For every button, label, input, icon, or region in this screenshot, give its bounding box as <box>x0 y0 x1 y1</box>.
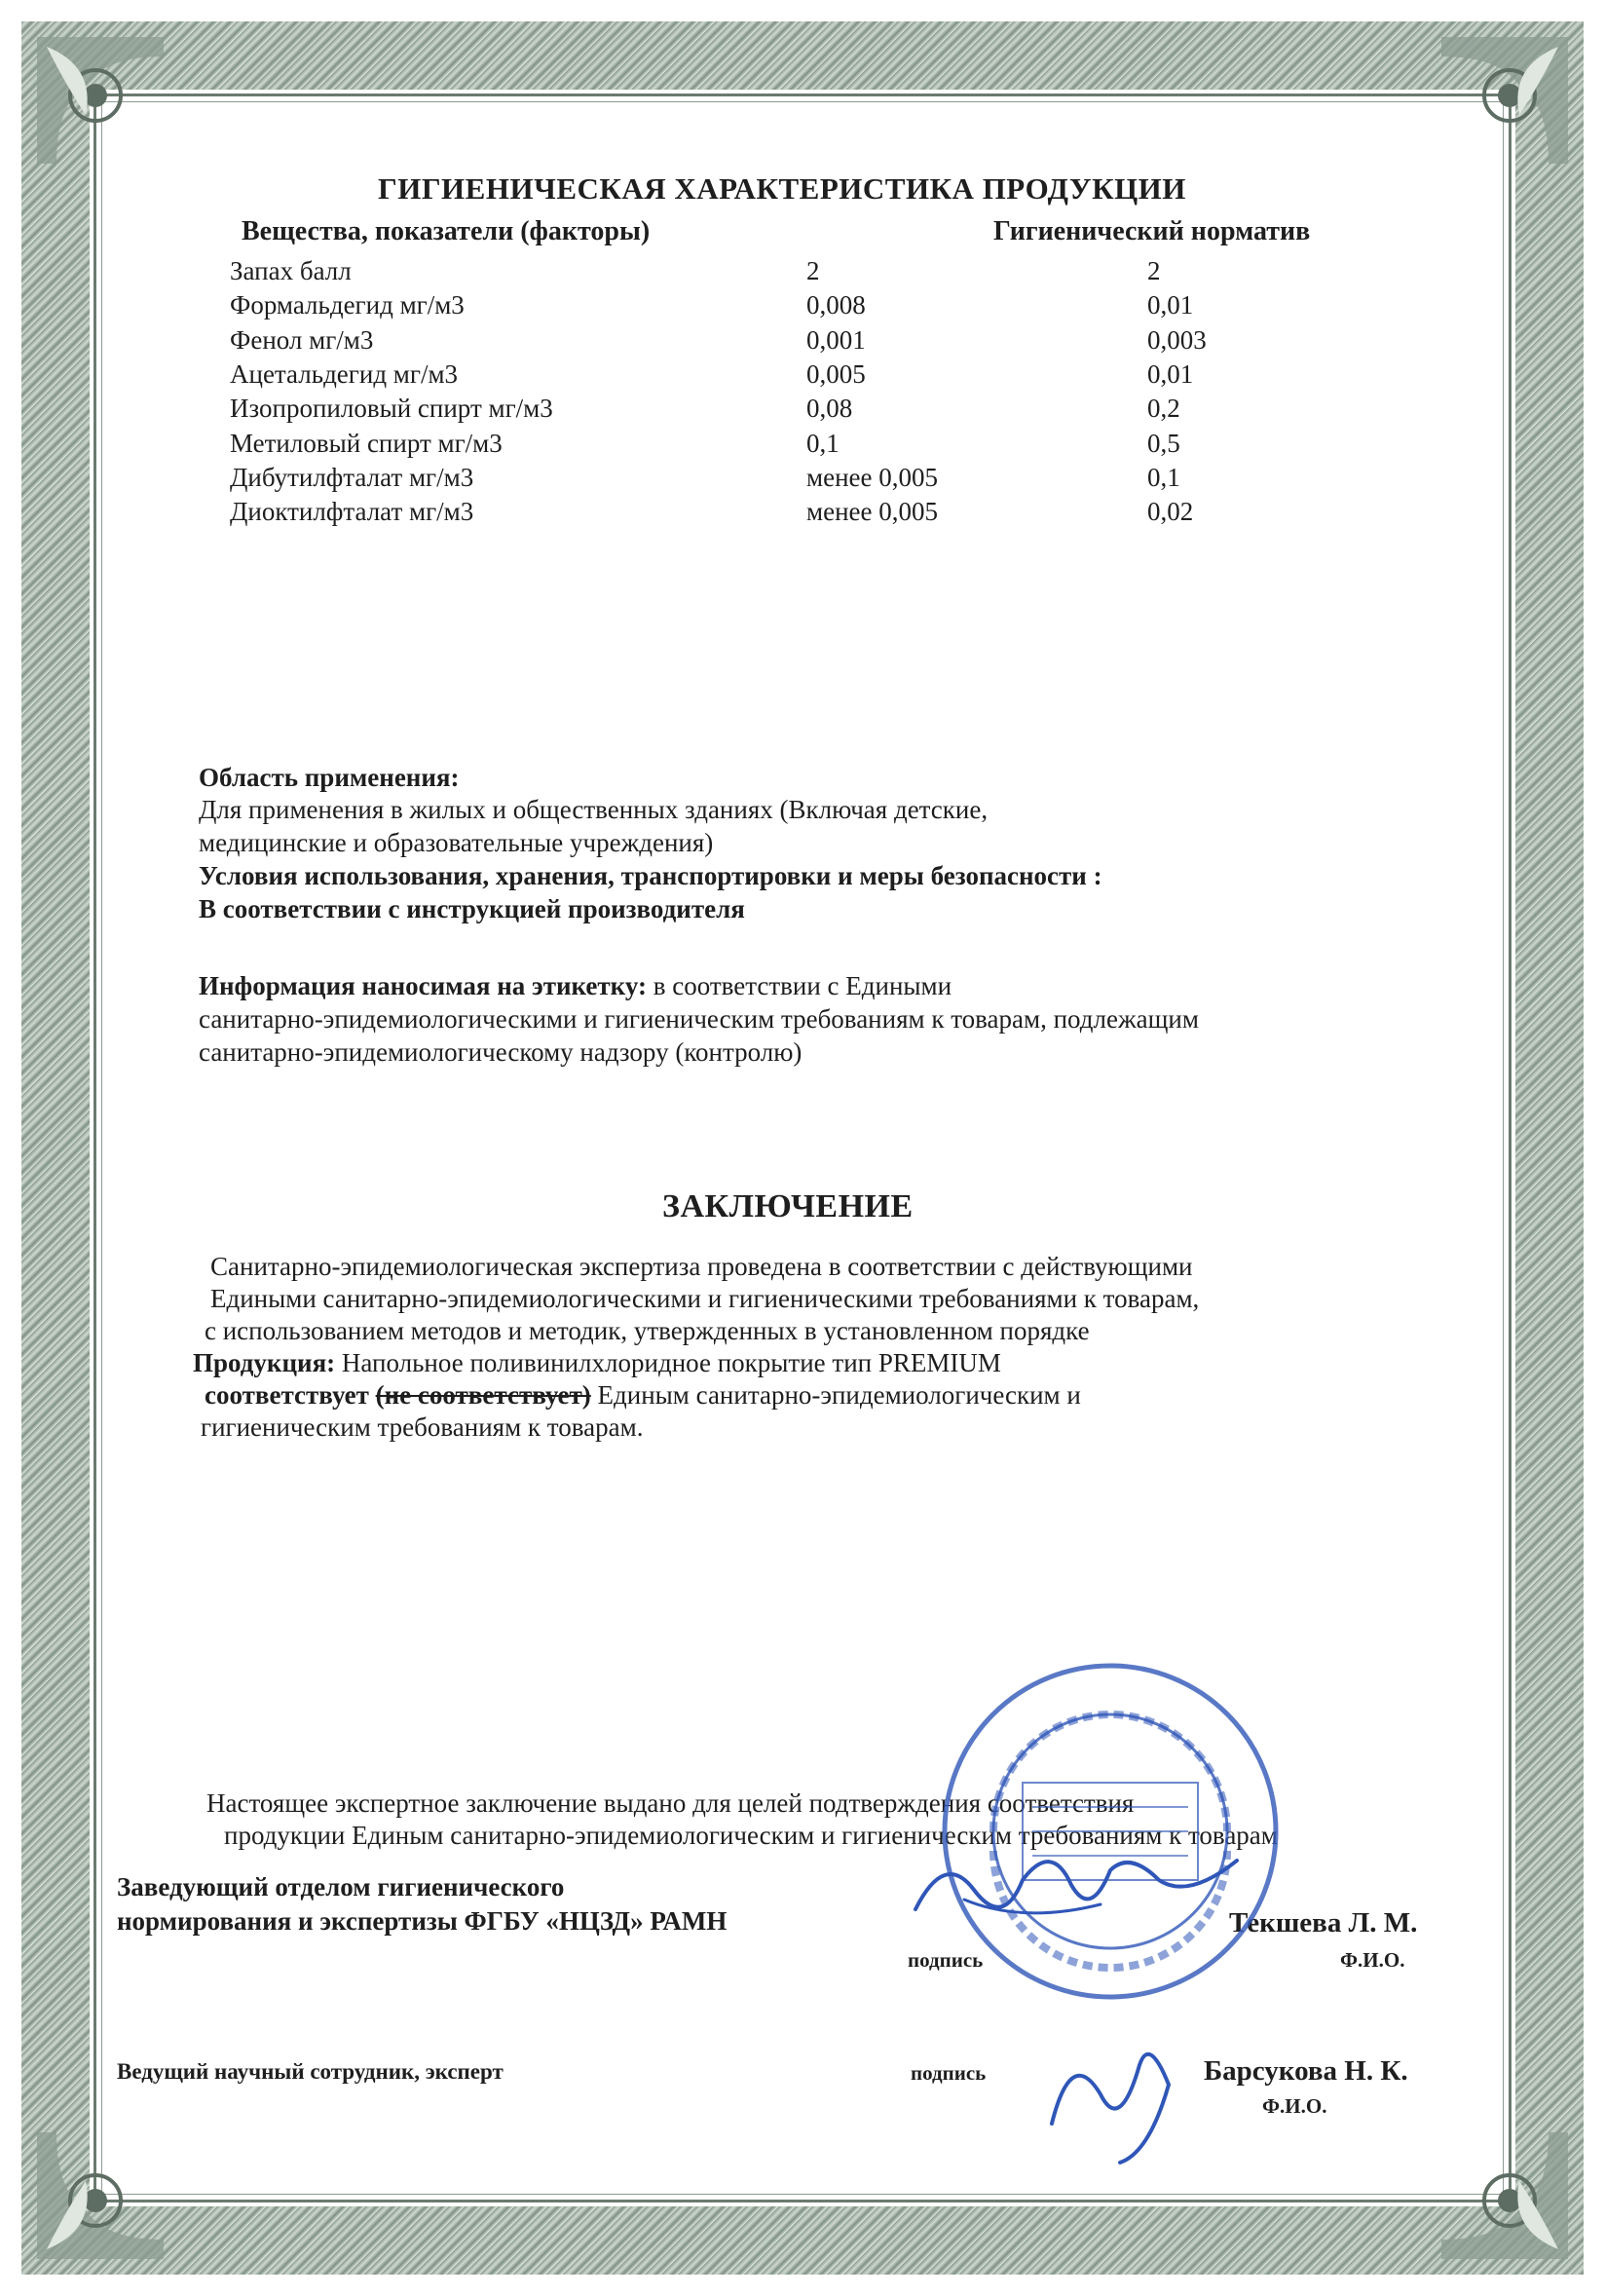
substance-name: Дибутилфталат мг/м3 <box>230 462 474 492</box>
norm-value: 0,01 <box>1147 358 1194 389</box>
measured-value: 0,08 <box>806 394 853 424</box>
substance-name: Формальдегид мг/м3 <box>230 290 465 320</box>
norm-value: 2 <box>1147 256 1161 285</box>
corner-ornament-icon <box>27 27 173 173</box>
substance-name: Фенол мг/м3 <box>230 324 374 355</box>
table-row <box>230 497 1301 530</box>
scope-text-line: Для применения в жилых и общественных зданиях (Включая детские, <box>199 795 989 824</box>
label-info-text: в соответствии с Едиными <box>646 971 952 1000</box>
label-info-line: санитарно-эпидемиологическими и гигиеническим требованиям к товарам, подлежащим <box>199 1004 1199 1034</box>
measured-value: 0,008 <box>806 290 866 320</box>
measured-value: менее 0,005 <box>806 497 938 527</box>
expert-name: Барсукова Н. К. <box>1204 2055 1408 2087</box>
measured-value: менее 0,005 <box>806 462 938 492</box>
conclusion-line: с использованием методов и методик, утвержденных в установленном порядке <box>205 1316 1090 1345</box>
corner-ornament-icon <box>27 2123 173 2269</box>
measured-value: 0,001 <box>806 324 866 355</box>
conditions-text: В соответствии с инструкцией производителя <box>199 894 745 923</box>
product-label: Продукция: <box>193 1348 336 1377</box>
purpose-line: Настоящее экспертное заключение выдано для целей подтверждения соответствия <box>206 1788 1135 1818</box>
purpose-line: продукции Единым санитарно-эпидемиологическим и гигиеническим требованиям к товарам <box>224 1821 1278 1850</box>
norm-value: 0,02 <box>1147 497 1194 527</box>
table-row <box>230 359 1301 393</box>
norm-value: 0,003 <box>1147 324 1207 355</box>
norm-value: 0,01 <box>1147 290 1194 320</box>
corner-ornament-icon <box>1432 27 1578 173</box>
conditions-heading: Условия использования, хранения, транспортировки и меры безопасности : <box>199 861 1102 890</box>
head-name: Текшева Л. М. <box>1229 1907 1418 1938</box>
fio-label: Ф.И.О. <box>1262 2094 1327 2118</box>
measured-value: 2 <box>806 256 820 285</box>
conclusion-heading: ЗАКЛЮЧЕНИЕ <box>662 1188 914 1224</box>
label-info-line: санитарно-эпидемиологическому надзору (контролю) <box>199 1037 802 1067</box>
head-title-line: Заведующий отделом гигиенического <box>117 1872 565 1901</box>
substance-name: Диоктилфталат мг/м3 <box>230 497 474 527</box>
product-name: Напольное поливинилхлоридное покрытие тип PREMIUM <box>335 1348 1001 1377</box>
table-row <box>230 325 1301 358</box>
scope-text-line: медицинские и образовательные учреждения) <box>199 828 714 857</box>
product-line <box>193 1348 1001 1378</box>
column-header-substances: Вещества, показатели (факторы) <box>242 216 651 246</box>
complies-word: соответствует <box>205 1380 369 1410</box>
substance-name: Метиловый спирт мг/м3 <box>230 428 503 458</box>
measured-value: 0,1 <box>806 428 840 458</box>
substance-name: Запах балл <box>230 256 352 285</box>
table-row <box>230 394 1301 427</box>
compliance-line <box>205 1380 1081 1411</box>
expert-title: Ведущий научный сотрудник, эксперт <box>117 2059 504 2084</box>
fio-label: Ф.И.О. <box>1340 1948 1405 1972</box>
table-row <box>230 463 1301 496</box>
corner-ornament-icon <box>1432 2123 1578 2269</box>
label-info-heading: Информация наносимая на этикетку: <box>199 971 647 1000</box>
conclusion-line: Едиными санитарно-эпидемиологическими и гигиеническими требованиями к товарам, <box>210 1284 1200 1313</box>
conclusion-last-line: гигиеническим требованиям к товарам. <box>201 1412 644 1442</box>
table-row <box>230 290 1301 323</box>
norm-value: 0,2 <box>1147 394 1180 424</box>
label-info-line <box>199 971 952 1001</box>
substance-name: Изопропиловый спирт мг/м3 <box>230 394 553 424</box>
substance-name: Ацетальдегид мг/м3 <box>230 358 459 389</box>
norm-value: 0,1 <box>1147 462 1180 492</box>
document-title: ГИГИЕНИЧЕСКАЯ ХАРАКТЕРИСТИКА ПРОДУКЦИИ <box>378 171 1186 206</box>
scope-heading: Область применения: <box>199 763 460 792</box>
head-signature-icon <box>906 1831 1256 1938</box>
signature-label: подпись <box>911 2061 987 2085</box>
head-title-line: нормирования и экспертизы ФГБУ «НЦЗД» РАМН <box>117 1906 728 1936</box>
complies-rest: Единым санитарно-эпидемиологическим и <box>590 1380 1081 1410</box>
expert-signature-icon <box>1032 2007 1188 2172</box>
not-complies-struck: (не соответствует) <box>375 1380 591 1410</box>
table-row <box>230 429 1301 462</box>
column-header-norm: Гигиенический норматив <box>993 216 1311 246</box>
norm-value: 0,5 <box>1147 428 1180 458</box>
conclusion-line: Санитарно-эпидемиологическая экспертиза проведена в соответствии с действующими <box>210 1252 1193 1281</box>
signature-label: подпись <box>908 1948 984 1972</box>
table-row <box>230 256 1301 289</box>
measured-value: 0,005 <box>806 358 866 389</box>
